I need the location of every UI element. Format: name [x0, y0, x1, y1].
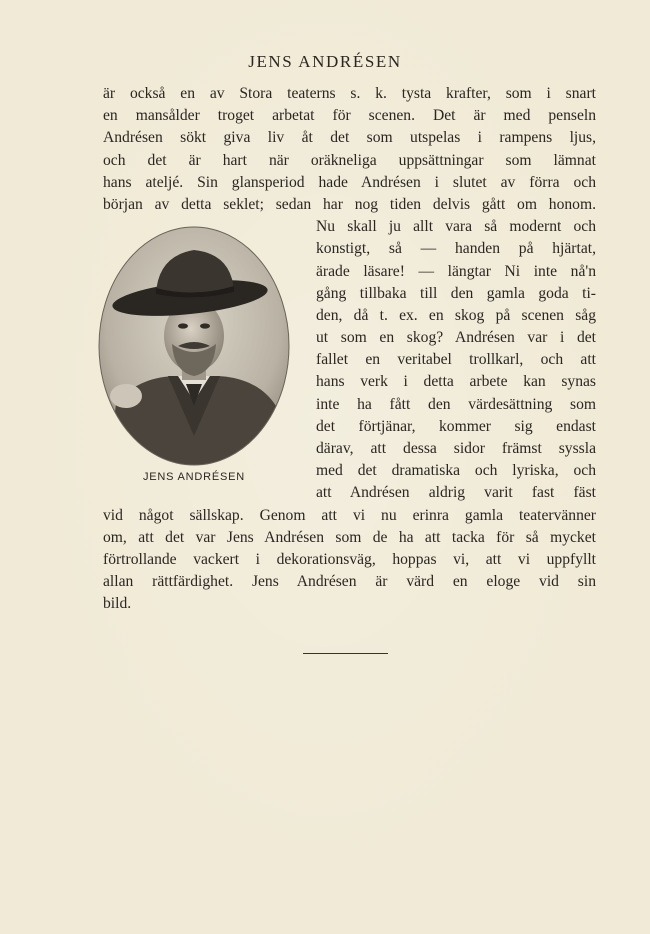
body-line: därav, att dessa sidor främst syssla: [316, 440, 596, 457]
body-line: om, att det var Jens Andrésen som de ha att tacka för så mycket: [103, 528, 596, 546]
body-line: bild.: [103, 595, 132, 613]
body-line: Nu skall ju allt vara så modernt och: [316, 218, 596, 236]
body-line: konstigt, så — handen på hjärtat,: [316, 240, 596, 258]
body-line: ärade läsare! — längtar Ni inte nå'n: [316, 262, 596, 280]
body-line: förtrollande vackert i dekorationsväg, hoppas vi, att vi uppfyllt: [103, 550, 596, 568]
body-line: den, då t. ex. en skog på scenen såg: [316, 306, 596, 324]
body-line: en mansålder troget arbetat för scenen. Det är med penseln: [103, 107, 596, 125]
body-line: med det dramatiska och lyriska, och: [316, 462, 596, 480]
body-line: att Andrésen aldrig varit fast fäst: [316, 484, 596, 502]
body-line: hans verk i detta arbete kan synas: [316, 373, 596, 391]
figure-caption: JENS ANDRÉSEN: [142, 471, 246, 483]
running-head: JENS ANDRÉSEN: [248, 52, 402, 71]
body-line: början av detta seklet; sedan har nog tiden delvis gått om honom.: [103, 195, 596, 213]
body-line: hans ateljé. Sin glansperiod hade Andrésen i slutet av förra och: [103, 173, 596, 191]
body-line: det förtjänar, kommer sig endast: [316, 417, 596, 435]
closing-rule: [303, 653, 388, 654]
body-line: Andrésen sökt giva liv åt det som utspelas i rampens ljus,: [103, 129, 596, 147]
body-line: fallet en veritabel trollkarl, och att: [316, 351, 596, 369]
body-line: gång tillbaka till den gamla goda ti-: [316, 284, 596, 302]
body-text: [103, 83, 596, 616]
body-line: allan rättfärdighet. Jens Andrésen är värd en eloge vid sin: [103, 573, 596, 591]
body-line: ut som en skog? Andrésen var i det: [316, 329, 596, 347]
body-line: inte ha fått den värdesättning som: [316, 395, 596, 413]
body-line: vid något sällskap. Genom att vi nu erinra gamla teatervänner: [103, 506, 596, 524]
body-line: är också en av Stora teaterns s. k. tysta krafter, som i snart: [103, 85, 596, 102]
body-line: och det är hart när oräkneliga uppsättningar som lämnat: [103, 151, 596, 169]
